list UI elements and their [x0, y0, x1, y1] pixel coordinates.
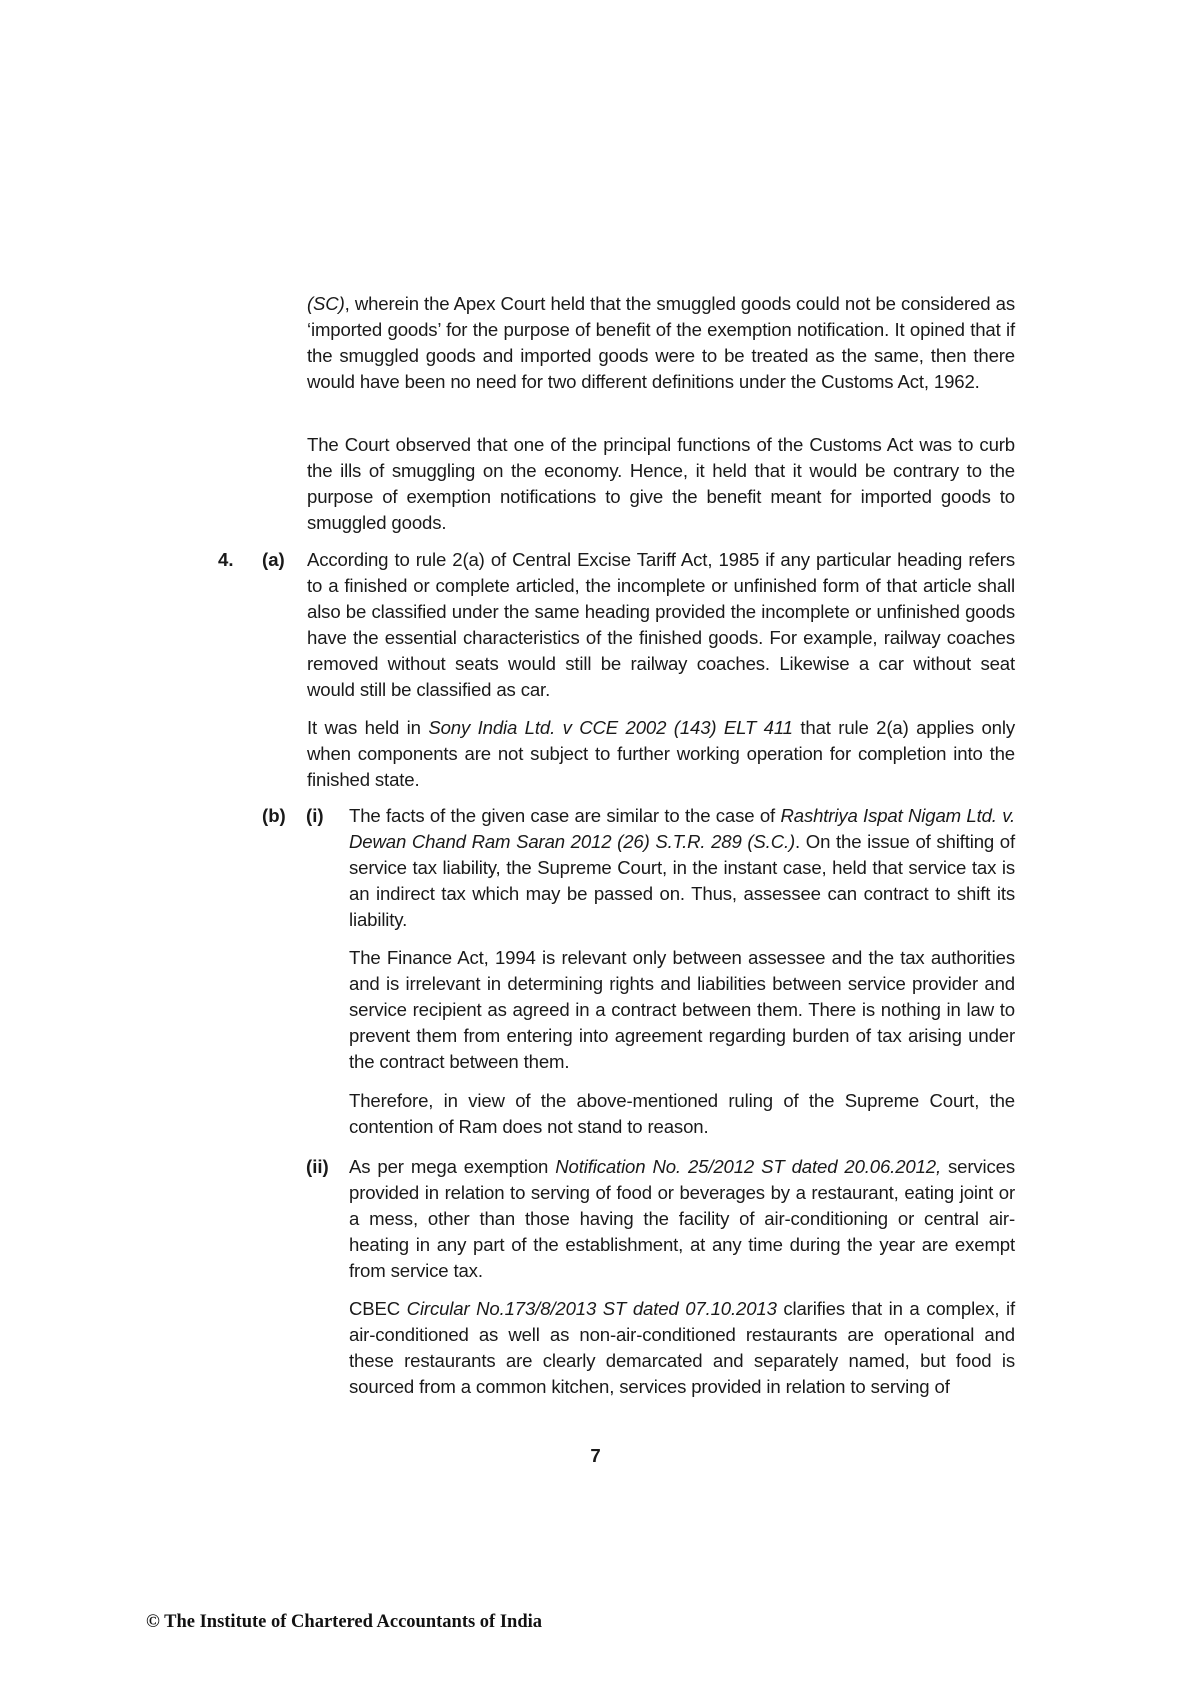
question-number: 4. [218, 549, 234, 570]
sub-i-para-1-post: . On the issue of shifting of service tax liability, the Supreme Court, in the instant case, held that service tax is an indirect tax which may be passed on. Thus, assessee can contract to shift its liability. [349, 831, 1015, 930]
sub-ii-label: (ii) [306, 1156, 329, 1177]
sub-i-label: (i) [306, 805, 324, 826]
sub-i-para-3 [349, 1088, 1015, 1140]
sub-i-para-1-pre: The facts of the given case are similar to the case of [349, 805, 781, 826]
sub-i-para-2 [349, 945, 1015, 1075]
sub-ii-para-1-post: services provided in relation to serving of food or beverages by a restaurant, eating joint or a mess, other than those having the facility of air-conditioning or central air-heating in any part of the establishment, at any time during the year are exempt from service tax. [349, 1156, 1015, 1281]
case-ref: (SC) [307, 293, 345, 314]
sub-i-para-1 [349, 803, 1015, 933]
notification-ref: Notification No. 25/2012 ST dated 20.06.2012, [555, 1156, 941, 1177]
part-a-para-2 [307, 715, 1015, 793]
sub-i-para-3-text: Therefore, in view of the above-mentioned ruling of the Supreme Court, the contention of Ram does not stand to reason. [349, 1090, 1015, 1137]
sub-ii-para-2-post: clarifies that in a complex, if air-conditioned as well as non-air-conditioned restaurants are operational and these restaurants are clearly demarcated and separately named, but food is sourced from a common kitchen, services provided in relation to serving of [349, 1298, 1016, 1397]
sub-ii-para-2 [349, 1296, 1015, 1400]
continuation-para-2 [307, 432, 1015, 536]
sub-i-para-2-text: The Finance Act, 1994 is relevant only between assessee and the tax authorities and is irrelevant in determining rights and liabilities between service provider and service recipient as agreed in a contract between them. There is nothing in law to prevent them from entering into agreement regarding burden of tax arising under the contract between them. [349, 947, 1015, 1072]
circular-ref: Circular No.173/8/2013 ST dated 07.10.2013 [406, 1298, 777, 1319]
part-a-para-1 [307, 547, 1015, 703]
continuation-para-1-text: , wherein the Apex Court held that the smuggled goods could not be considered as ‘imported goods’ for the purpose of benefit of the exemption notification. It opined that if the smuggled goods and imported goods were to be treated as the same, then there would have been no need for two different definitions under the Customs Act, 1962. [307, 293, 1015, 392]
part-a-para-1-text: According to rule 2(a) of Central Excise Tariff Act, 1985 if any particular heading refers to a finished or complete articled, the incomplete or unfinished form of that article shall also be classified under the same heading provided the incomplete or unfinished goods have the essential characteristics of the finished goods. For example, railway coaches removed without seats would still be railway coaches. Likewise a car without seat would still be classified as car. [307, 549, 1015, 700]
part-a-para-2-pre: It was held in [307, 717, 429, 738]
sub-ii-para-1 [349, 1154, 1015, 1284]
part-b-label: (b) [262, 805, 286, 826]
case-citation: Rashtriya Ispat Nigam Ltd. v. Dewan Chand Ram Saran 2012 (26) S.T.R. 289 (S.C.) [349, 805, 1015, 852]
sub-ii-para-1-pre: As per mega exemption [349, 1156, 556, 1177]
sub-ii-para-2-pre: CBEC [349, 1298, 407, 1319]
part-a-label: (a) [262, 549, 285, 570]
part-a-para-2-post: that rule 2(a) applies only when components are not subject to further working operation for completion into the finished state. [307, 717, 1015, 790]
case-citation: Sony India Ltd. v CCE 2002 (143) ELT 411 [428, 717, 793, 738]
page-number: 7 [590, 1445, 601, 1466]
continuation-para-1 [307, 291, 1015, 395]
continuation-para-2-text: The Court observed that one of the principal functions of the Customs Act was to curb the ills of smuggling on the economy. Hence, it held that it would be contrary to the purpose of exemption notifications to give the benefit meant for imported goods to smuggled goods. [307, 434, 1015, 533]
footer-copyright: © The Institute of Chartered Accountants of India [146, 1612, 543, 1632]
